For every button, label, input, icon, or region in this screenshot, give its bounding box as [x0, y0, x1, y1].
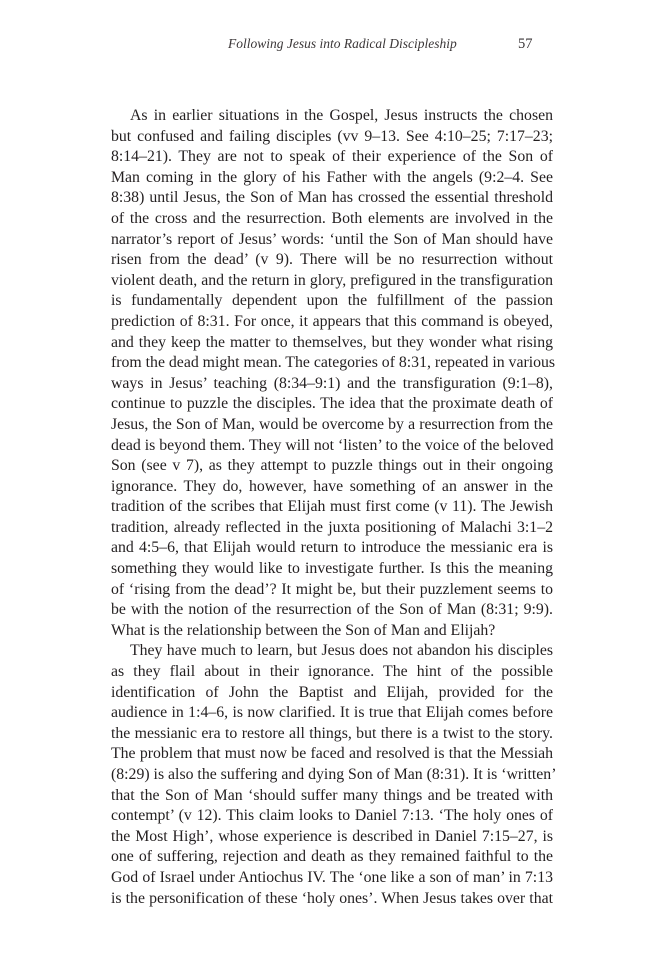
text-line: tradition of the scribes that Elijah must first come (v 11). The Jewish [111, 498, 553, 516]
text-line: God of Israel under Antiochus IV. The ‘one like a son of man’ in 7:13 [111, 868, 553, 886]
text-line: ignorance. They do, however, have something of an answer in the [111, 477, 553, 495]
running-title: Following Jesus into Radical Discipleship [228, 36, 457, 51]
text-line: of the cross and the resurrection. Both elements are involved in the [111, 209, 553, 227]
text-line: Man coming in the glory of his Father with the angels (9:2–4. See [111, 168, 553, 186]
text-line: the Most High’, whose experience is described in Daniel 7:15–27, is [111, 827, 553, 845]
text-line: tradition, already reflected in the juxta positioning of Malachi 3:1–2 [111, 518, 553, 536]
text-line: and they keep the matter to themselves, but they wonder what rising [111, 333, 553, 351]
text-line: one of suffering, rejection and death as they remained faithful to the [111, 848, 553, 866]
text-line: The problem that must now be faced and resolved is that the Messiah [111, 745, 553, 763]
text-line: ways in Jesus’ teaching (8:34–9:1) and the transfiguration (9:1–8), [111, 374, 553, 392]
text-line: What is the relationship between the Son of Man and Elijah? [111, 621, 496, 639]
text-line: as they flail about in their ignorance. The hint of the possible [111, 663, 553, 681]
text-line: Son (see v 7), as they attempt to puzzle things out in their ongoing [111, 457, 553, 475]
text-line: is the personification of these ‘holy ones’. When Jesus takes over that [111, 889, 553, 907]
text-line: from the dead might mean. The categories of 8:31, repeated in various [111, 354, 556, 372]
text-line: continue to puzzle the disciples. The idea that the proximate death of [111, 395, 553, 413]
text-line: but confused and failing disciples (vv 9–13. See 4:10–25; 7:17–23; [111, 127, 553, 145]
text-line: and 4:5–6, that Elijah would return to introduce the messianic era is [111, 539, 553, 557]
text-line: violent death, and the return in glory, prefigured in the transfiguration [111, 271, 553, 289]
body-text [111, 106, 557, 909]
text-line: be with the notion of the resurrection of the Son of Man (8:31; 9:9). [111, 601, 553, 619]
text-line: of ‘rising from the dead’? It might be, but their puzzlement seems to [111, 580, 553, 598]
text-line: is fundamentally dependent upon the fulfillment of the passion [111, 292, 553, 310]
page-number: 57 [518, 36, 533, 52]
text-line: 8:38) until Jesus, the Son of Man has crossed the essential threshold [111, 189, 553, 207]
text-line: dead is beyond them. They will not ‘listen’ to the voice of the beloved [111, 436, 554, 454]
text-line: 8:14–21). They are not to speak of their experience of the Son of [111, 148, 553, 166]
text-line: narrator’s report of Jesus’ words: ‘until the Son of Man should have [111, 230, 553, 248]
text-line: (8:29) is also the suffering and dying Son of Man (8:31). It is ‘written’ [111, 766, 557, 783]
paragraph [111, 641, 557, 909]
text-line: contempt’ (v 12). This claim looks to Daniel 7:13. ‘The holy ones of [111, 807, 553, 825]
text-line: identification of John the Baptist and Elijah, provided for the [111, 683, 553, 701]
running-header [0, 36, 650, 56]
text-line: that the Son of Man ‘should suffer many things and be treated with [111, 786, 553, 804]
text-line: prediction of 8:31. For once, it appears that this command is obeyed, [111, 312, 553, 330]
text-line: something they would like to investigate further. Is this the meaning [111, 560, 553, 578]
text-line: Jesus, the Son of Man, would be overcome by a resurrection from the [111, 415, 553, 433]
text-line: They have much to learn, but Jesus does not abandon his disciples [130, 642, 553, 660]
text-line: audience in 1:4–6, is now clarified. It is true that Elijah comes before [111, 704, 553, 722]
text-line: the messianic era to restore all things, but there is a twist to the story. [111, 724, 553, 742]
text-line: As in earlier situations in the Gospel, Jesus instructs the chosen [130, 107, 553, 124]
text-line: risen from the dead’ (v 9). There will be no resurrection without [111, 251, 553, 269]
paragraph [111, 106, 556, 641]
